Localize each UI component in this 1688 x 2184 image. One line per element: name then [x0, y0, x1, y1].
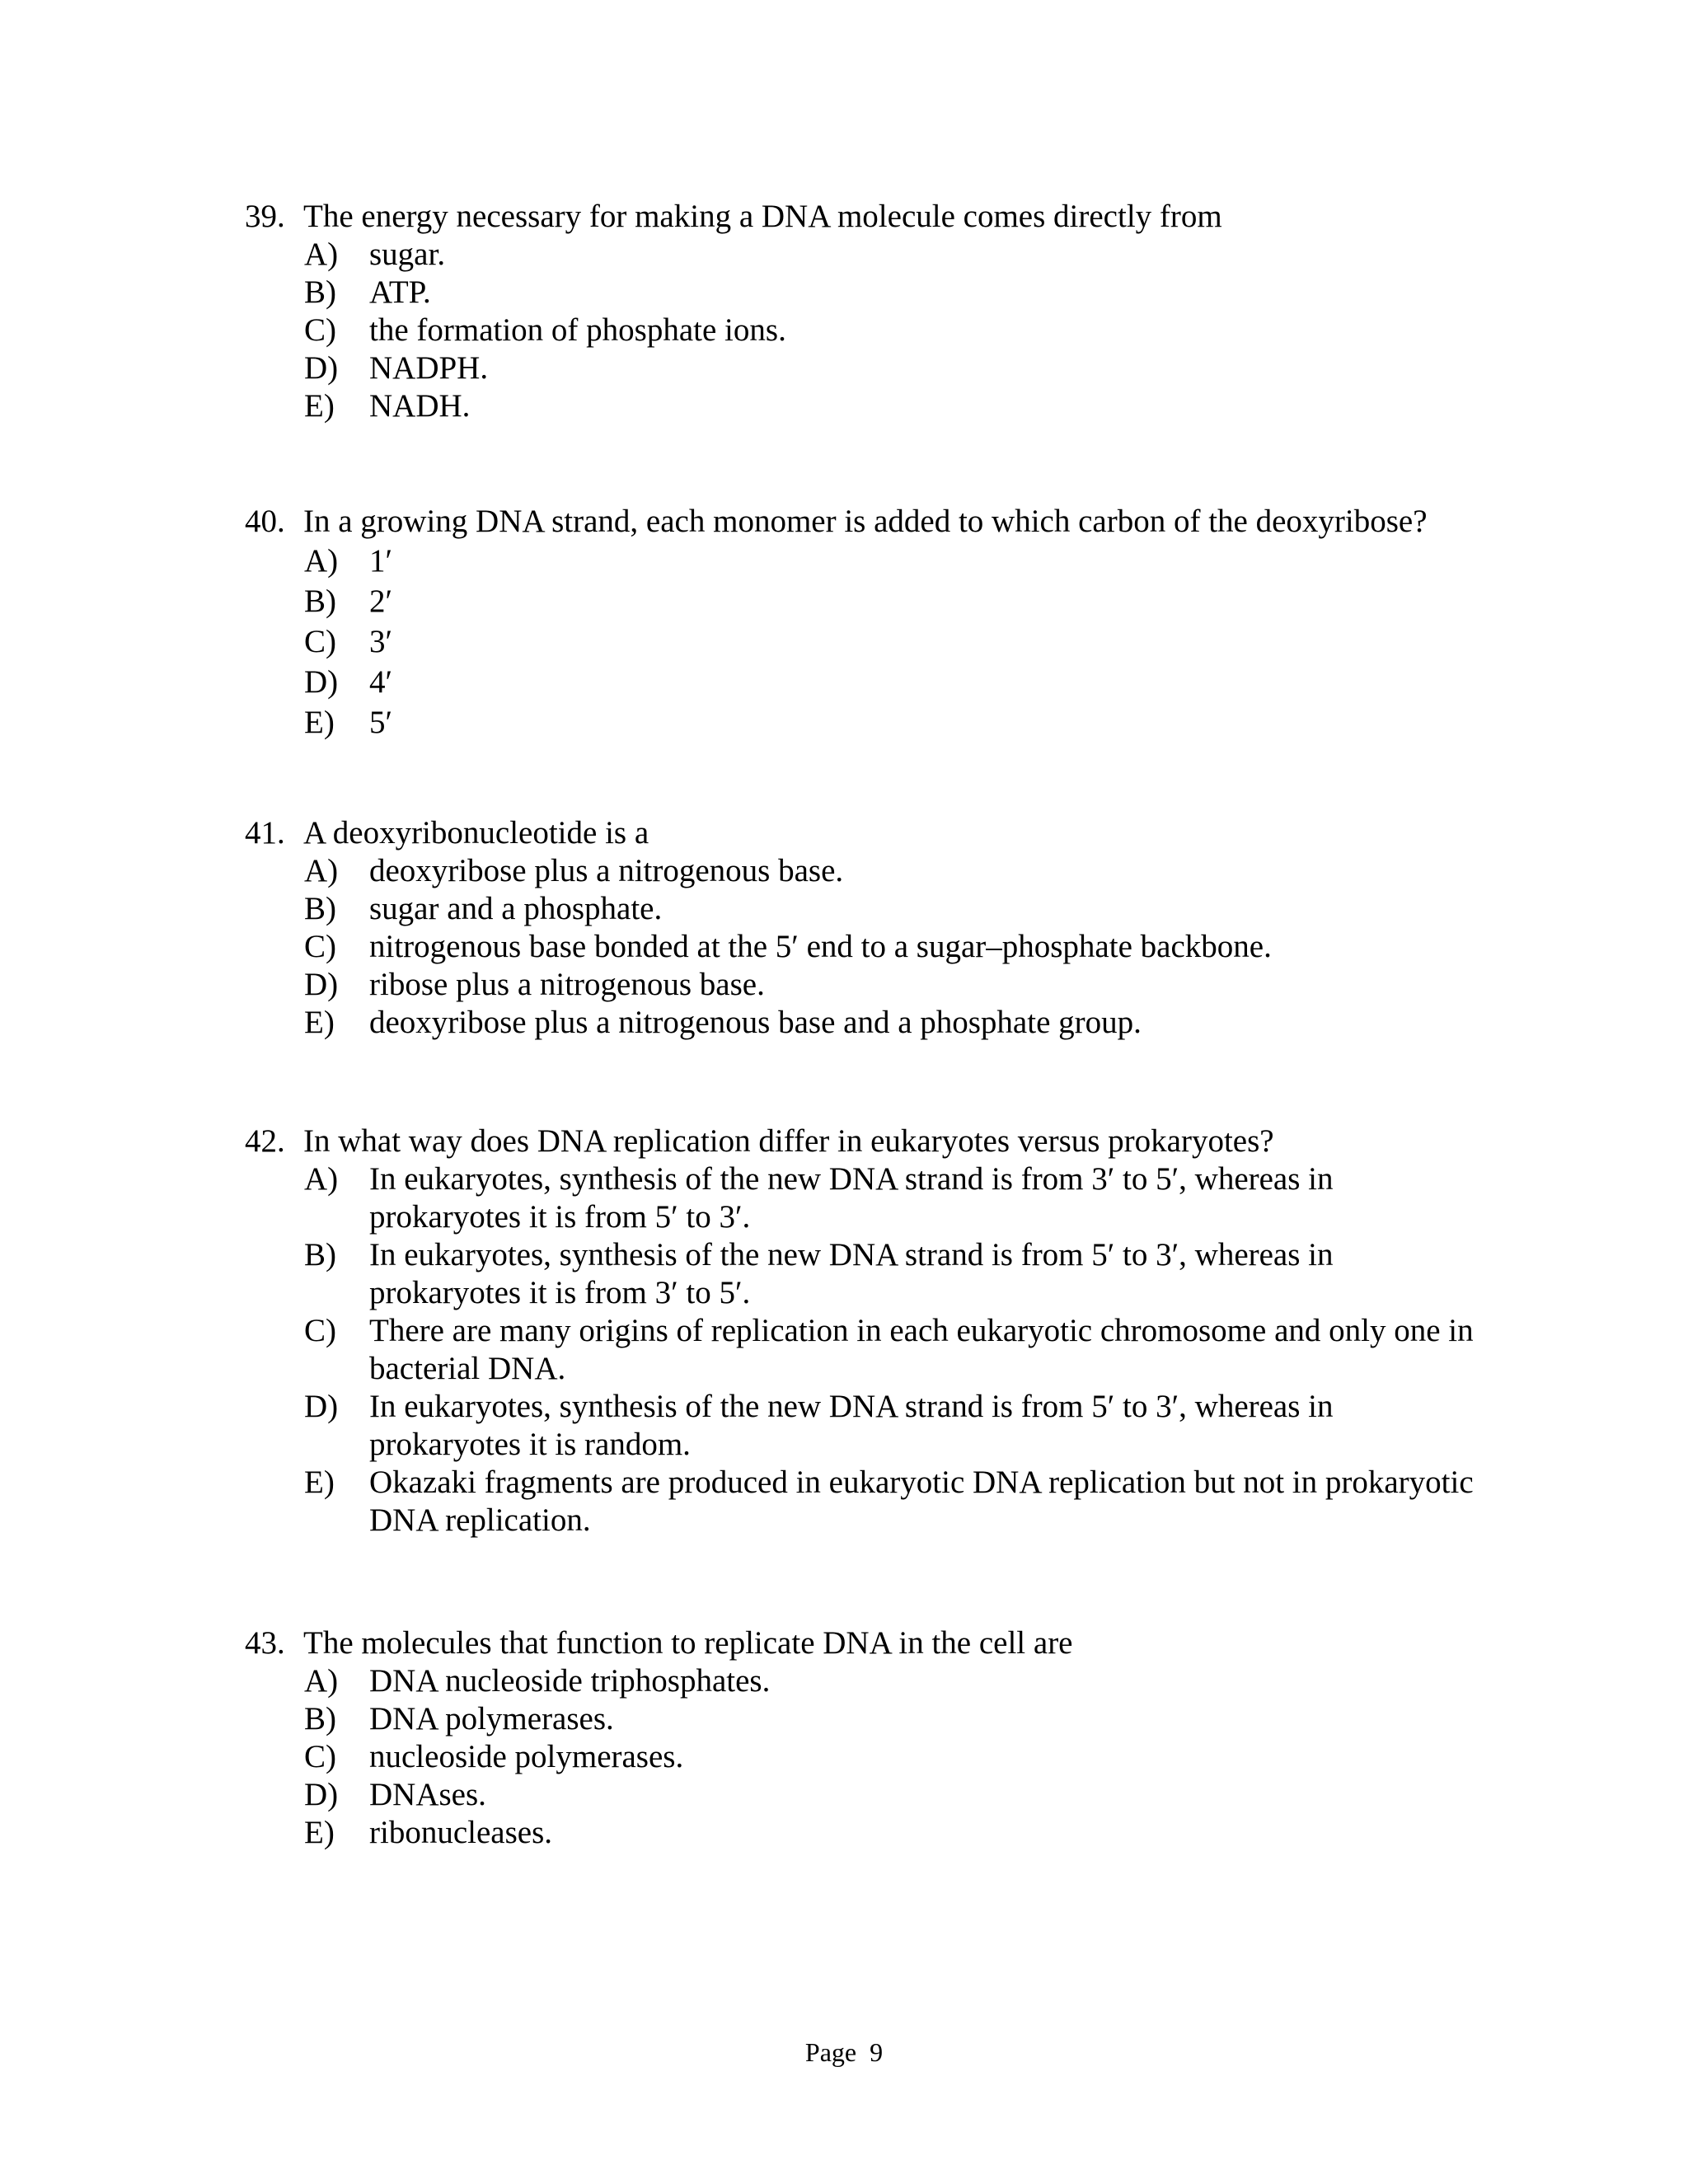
option-text: 2′: [369, 583, 393, 619]
option-letter: E): [304, 705, 335, 740]
option-letter: E): [304, 388, 335, 424]
question-stem: [245, 198, 1489, 236]
option-text: NADPH.: [369, 350, 489, 386]
option-text: 1′: [369, 543, 393, 579]
answer-option: [245, 1160, 1489, 1236]
question-stem: [245, 1624, 1489, 1662]
answer-option: [245, 702, 1489, 743]
option-text: DNA polymerases.: [369, 1701, 614, 1736]
option-letter: A): [304, 853, 339, 888]
option-letter: C): [304, 929, 336, 964]
option-letter: C): [304, 1739, 336, 1774]
answer-options: [245, 236, 1489, 425]
page-number: Page 9: [804, 2037, 884, 2067]
option-text: nitrogenous base bonded at the 5′ end to a sugar–phosphate backbone.: [369, 929, 1272, 964]
option-text: ATP.: [369, 274, 431, 310]
question-text: A deoxyribonucleotide is a: [303, 815, 649, 851]
answer-option: [245, 581, 1489, 621]
answer-option: [245, 274, 1489, 312]
option-text: Okazaki fragments are produced in eukaryotic DNA replication but not in prokaryotic DNA replication.: [369, 1465, 1474, 1538]
answer-option: [245, 1700, 1489, 1738]
option-letter: B): [304, 274, 336, 310]
question-40: [245, 503, 1489, 743]
question-text: In a growing DNA strand, each monomer is added to which carbon of the deoxyribose?: [303, 504, 1428, 539]
answer-options: [245, 852, 1489, 1042]
option-text: 4′: [369, 664, 393, 700]
answer-option: [245, 1464, 1489, 1540]
option-text: 5′: [369, 705, 393, 740]
question-number: 42.: [245, 1123, 285, 1159]
option-letter: D): [304, 1389, 339, 1424]
question-42: [245, 1122, 1489, 1540]
option-text: sugar and a phosphate.: [369, 891, 663, 926]
question-number: 43.: [245, 1625, 285, 1661]
question-41: [245, 814, 1489, 1042]
option-text: sugar.: [369, 237, 446, 272]
answer-options: [245, 1160, 1489, 1540]
option-text: 3′: [369, 624, 393, 659]
option-text: NADH.: [369, 388, 471, 424]
answer-option: [245, 662, 1489, 702]
answer-option: [245, 928, 1489, 966]
option-text: deoxyribose plus a nitrogenous base and a phosphate group.: [369, 1005, 1142, 1040]
option-letter: A): [304, 543, 339, 579]
answer-option: [245, 387, 1489, 425]
question-text: In what way does DNA replication differ in eukaryotes versus prokaryotes?: [303, 1123, 1274, 1159]
question-39: [245, 198, 1489, 425]
answer-option: [245, 236, 1489, 274]
question-number: 41.: [245, 815, 285, 851]
option-letter: D): [304, 1777, 339, 1812]
question-text: The molecules that function to replicate DNA in the cell are: [303, 1625, 1073, 1661]
answer-option: [245, 1662, 1489, 1700]
option-text: nucleoside polymerases.: [369, 1739, 684, 1774]
question-43: [245, 1624, 1489, 1852]
question-stem: [245, 1122, 1489, 1160]
answer-option: [245, 349, 1489, 387]
answer-option: [245, 541, 1489, 581]
answer-option: [245, 1236, 1489, 1312]
answer-option: [245, 1738, 1489, 1776]
answer-option: [245, 1004, 1489, 1042]
answer-option: [245, 1776, 1489, 1814]
option-letter: D): [304, 664, 339, 700]
answer-options: [245, 1662, 1489, 1852]
answer-option: [245, 621, 1489, 662]
option-letter: E): [304, 1815, 335, 1850]
option-letter: D): [304, 350, 339, 386]
option-letter: C): [304, 1313, 336, 1348]
option-letter: A): [304, 1663, 339, 1699]
option-letter: B): [304, 1237, 336, 1272]
answer-option: [245, 890, 1489, 928]
option-text: In eukaryotes, synthesis of the new DNA strand is from 5′ to 3′, whereas in prokaryotes it is random.: [369, 1389, 1334, 1462]
option-text: ribose plus a nitrogenous base.: [369, 967, 765, 1002]
answer-option: [245, 852, 1489, 890]
answer-option: [245, 1388, 1489, 1464]
option-letter: A): [304, 237, 339, 272]
answer-option: [245, 1814, 1489, 1852]
option-text: There are many origins of replication in each eukaryotic chromosome and only one in bacterial DNA.: [369, 1313, 1474, 1386]
option-text: DNA nucleoside triphosphates.: [369, 1663, 771, 1699]
option-letter: B): [304, 1701, 336, 1736]
answer-option: [245, 966, 1489, 1004]
option-text: the formation of phosphate ions.: [369, 312, 786, 348]
option-text: In eukaryotes, synthesis of the new DNA strand is from 5′ to 3′, whereas in prokaryotes it is from 3′ to 5′.: [369, 1237, 1334, 1310]
option-letter: C): [304, 312, 336, 348]
answer-option: [245, 312, 1489, 349]
option-text: deoxyribose plus a nitrogenous base.: [369, 853, 844, 888]
answer-option: [245, 1312, 1489, 1388]
option-letter: E): [304, 1005, 335, 1040]
option-letter: A): [304, 1161, 339, 1197]
option-text: DNAses.: [369, 1777, 486, 1812]
option-letter: B): [304, 583, 336, 619]
question-stem: [245, 503, 1489, 541]
question-number: 39.: [245, 199, 285, 234]
option-letter: B): [304, 891, 336, 926]
option-letter: D): [304, 967, 339, 1002]
question-text: The energy necessary for making a DNA molecule comes directly from: [303, 199, 1222, 234]
option-letter: C): [304, 624, 336, 659]
question-number: 40.: [245, 504, 285, 539]
question-stem: [245, 814, 1489, 852]
answer-options: [245, 541, 1489, 743]
option-text: In eukaryotes, synthesis of the new DNA strand is from 3′ to 5′, whereas in prokaryotes it is from 5′ to 3′.: [369, 1161, 1334, 1235]
option-letter: E): [304, 1465, 335, 1500]
option-text: ribonucleases.: [369, 1815, 553, 1850]
